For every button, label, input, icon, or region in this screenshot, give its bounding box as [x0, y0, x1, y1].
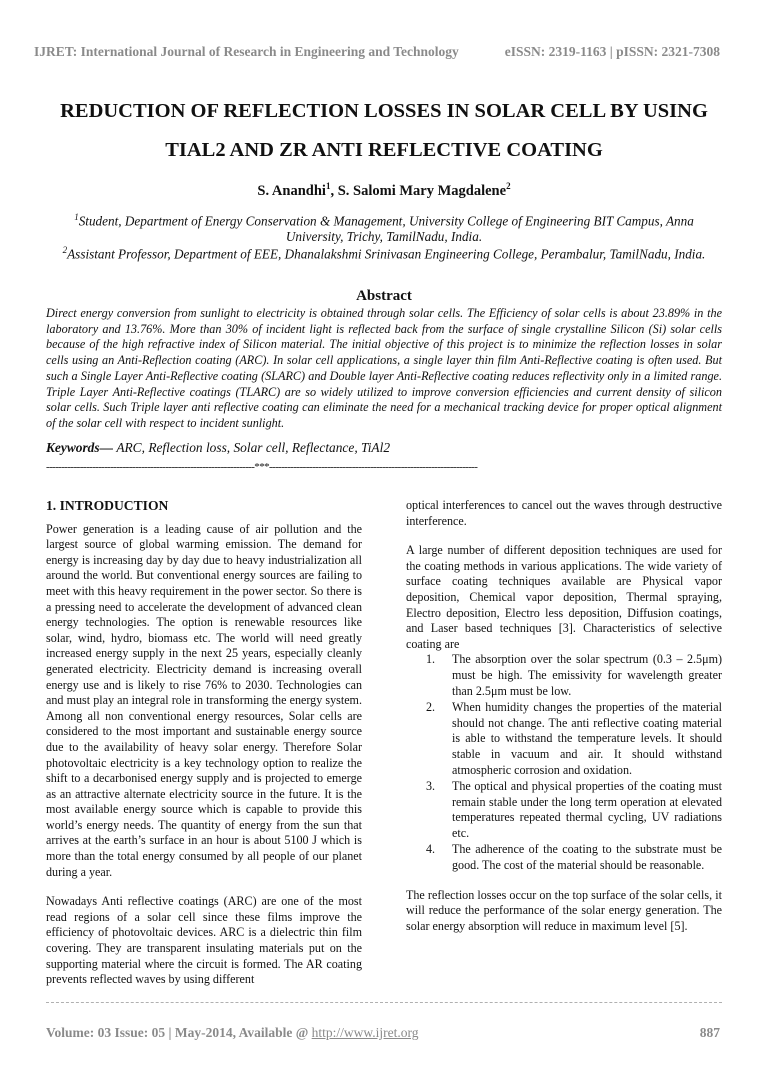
page-footer [46, 1025, 720, 1041]
list-item [406, 779, 722, 841]
intro-paragraph-2: Nowadays Anti reflective coatings (ARC) are one of the most read regions of a solar cell since these films improve the efficiency of photovoltaic devices. ARC is a dielectric thin film covering. They are transparent insulating materials put on the supporting material where the circuit is formed. The AR coating prevents reflected waves by using different [46, 894, 362, 987]
affiliation-1-text: Student, Department of Energy Conservation & Management, University College of Engineering BIT Campus, Anna University, Trichy, TamilNadu, India. [78, 213, 694, 245]
affiliation-2-text: Assistant Professor, Department of EEE, Dhanalakshmi Srinivasan Engineering College, Perambalur, TamilNadu, India. [67, 246, 706, 262]
title-line-2: TIAL2 AND ZR ANTI REFLECTIVE COATING [165, 139, 603, 161]
intro-paragraph-3: optical interferences to cancel out the waves through destructive interference. [406, 498, 722, 528]
keywords [46, 440, 390, 456]
issn-info: eISSN: 2319-1163 | pISSN: 2321-7308 [504, 44, 720, 59]
affiliation-2 [44, 242, 724, 262]
journal-name: IJRET: International Journal of Research in Engineering and Technology [34, 44, 459, 59]
list-item [406, 700, 722, 778]
affiliation-1-sup: 1 [74, 212, 79, 222]
footer-volume-text: Volume: 03 Issue: 05 | May-2014, Available @ [46, 1025, 312, 1040]
author-2-sup: 2 [506, 181, 511, 191]
keywords-label: Keywords [46, 440, 100, 455]
intro-paragraph-4: A large number of different deposition techniques are used for the coating methods in various applications. The wide variety of surface coating techniques available are Physical vapor deposition, Chemical vapor deposition, Thermal spraying, Electro deposition, Electro less deposition, Diffusion coatings, and Laser based techniques [3]. Characteristics of selective coating are [406, 543, 722, 651]
page-header [34, 44, 720, 60]
abstract-heading: Abstract [356, 288, 412, 304]
intro-paragraph-1: Power generation is a leading cause of air pollution and the largest source of global warming emission. The demand for energy is increasing day by day due to heavy industrialization all around the world. But conventional energy sources are failing to meet with this heavy requirement in the power sector. So there is a pressing need to accelerate the development of advanced clean energy technologies. The option is renewable resources like solar, wind, hydro, biomass etc. The world will need greatly increased energy supply in the next 25 years, especially cleanly generated electricity. Electricity demand is increasing overall energy use and is likely to rise 76% to 2030. Technologies can and must play an integral role in transforming the energy system. Among all non conventional energy resources, Solar cells are considered to the most important and sustainable energy source due to the availability of heavy solar energy. Therefore Solar photovoltaic electricity is a key technology option to realize the shift to a decarbonised energy supply and is projected to emerge as an attractive alternate electricity source in the future. It is the most available energy source which is capable to provide this world’s energy needs. The quantity of energy from the sun that arrives at the earth’s surface in an hour is about 5100 J which is more than the total energy consumed by all people of our planet during a year. [46, 521, 362, 879]
author-list [40, 181, 728, 200]
footer-divider [46, 1002, 722, 1003]
abstract-body: Direct energy conversion from sunlight to electricity is obtained through solar cells. The Efficiency of solar cells is about 23.89% in the laboratory and 13.76%. More than 30% of incident light is reflected back from the surface of single crystalline Silicon (Si) solar cells because of the high refractive index of Silicon material. The initial objective of this project is to minimize the reflection losses in solar cells using an Anti-Reflection coating (ARC). In solar cell applications, a single layer thin film Anti-Reflective coating is often used. But such a Single Layer Anti-Reflective coating (SLARC) and Double layer Anti-Reflective coating reduces reflectivity only in a limited range. Triple Layer Anti-Reflective coatings (TLARC) are so widely utilized to improve conversion efficiencies and current density of silicon solar cells. Such Triple layer anti reflective coating can eliminate the need for a mechanical tracking device for proper optical alignment of the solar cell with respect to incident sunlight. [46, 306, 722, 430]
list-item-text: The optical and physical properties of the coating must remain stable under the long term operation at elevated temperatures repeated thermal cycling, UV radiations etc. [452, 779, 722, 840]
author-separator: , [330, 182, 338, 199]
list-item-number: 3. [426, 779, 436, 794]
list-item [406, 652, 722, 699]
list-item-number: 2. [426, 700, 436, 715]
paper-title [40, 92, 728, 170]
section-heading-introduction: 1. INTRODUCTION [46, 498, 169, 513]
author-1-sup: 1 [325, 181, 331, 191]
list-item-text: When humidity changes the properties of the material should not change. The anti reflective coating material is able to withstand the temperature levels. It should stable in vacuum and air. It should withstand atmospheric corrosion and oxidation. [452, 700, 722, 777]
section-separator: --------------------------------------------------------------------***-------------------------------------------------------------------- [46, 461, 478, 473]
journal-website-link[interactable]: http://www.ijret.org [311, 1025, 419, 1040]
keywords-dash: — [99, 440, 117, 455]
affiliation-1 [44, 209, 724, 245]
list-item-number: 4. [426, 842, 436, 857]
intro-paragraph-5: The reflection losses occur on the top surface of the solar cells, it will reduce the performance of the solar energy generation. The solar energy absorption will reduce in maximum level [5]. [406, 887, 722, 933]
page-number: 887 [699, 1025, 720, 1040]
characteristics-list [406, 652, 722, 873]
left-column [46, 498, 362, 1002]
footer-volume-info [46, 1025, 419, 1041]
title-line-1: REDUCTION OF REFLECTION LOSSES IN SOLAR CELL BY USING [60, 100, 708, 122]
list-item-text: The absorption over the solar spectrum (0.3 – 2.5μm) must be high. The emissivity for wavelength greater than 2.5μm must be low. [452, 652, 722, 698]
list-item [406, 842, 722, 873]
right-column [406, 498, 722, 948]
list-item-number: 1. [426, 652, 436, 667]
keywords-text: ARC, Reflection loss, Solar cell, Reflectance, TiAl2 [116, 440, 391, 455]
author-1: S. Anandhi [257, 182, 326, 199]
author-2: S. Salomi Mary Magdalene [337, 182, 507, 199]
list-item-text: The adherence of the coating to the substrate must be good. The cost of the material should be reasonable. [452, 842, 722, 873]
affiliation-2-sup: 2 [62, 245, 68, 255]
